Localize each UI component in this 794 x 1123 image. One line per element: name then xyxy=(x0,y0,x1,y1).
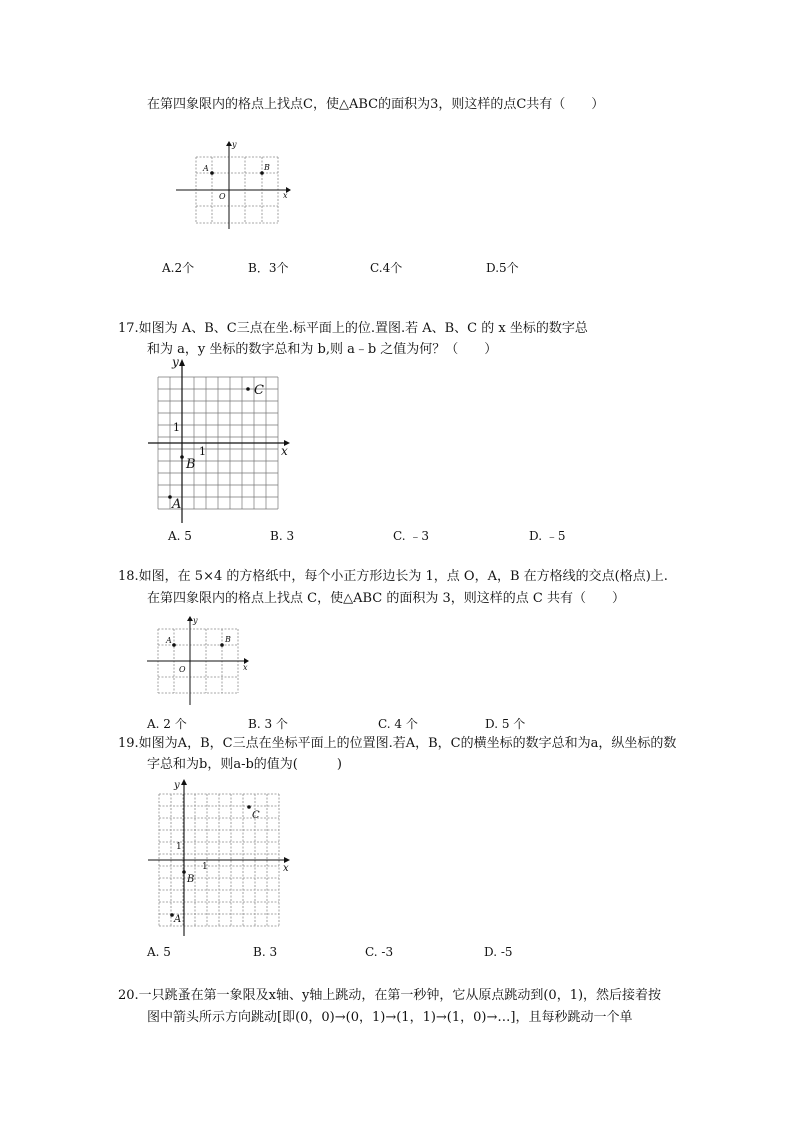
fragment-option-b[interactable]: B．3个 xyxy=(248,261,289,275)
q19-label-one-x: 1 xyxy=(202,862,208,872)
q18-point-b xyxy=(220,643,224,647)
q19-label-a: A xyxy=(174,914,182,925)
q17-label-y: y xyxy=(172,355,179,369)
q17-option-c[interactable]: C. ﹣3 xyxy=(393,529,430,543)
q18-label-y: y xyxy=(193,616,198,625)
q19-point-c xyxy=(247,805,251,809)
fragment-label-b: B xyxy=(264,163,270,172)
fragment-label-y: y xyxy=(232,140,237,149)
q20-text-line2: 图中箭头所示方向跳动[即(0，0)→(0，1)→(1，1)→(1，0)→…]，且每秒跳动一个单 xyxy=(147,1010,633,1025)
q18-label-x: x xyxy=(243,663,248,672)
q18-label-a: A xyxy=(166,636,172,645)
q19-option-d[interactable]: D. -5 xyxy=(484,945,513,959)
q18-option-b[interactable]: B. 3 个 xyxy=(248,717,288,731)
q19-option-a[interactable]: A. 5 xyxy=(147,945,171,959)
q17-text-line2: 和为 a，y 坐标的数字总和为 b,则 a﹣b 之值为何？（ ） xyxy=(147,342,498,357)
fragment-option-c[interactable]: C.4个 xyxy=(370,261,403,275)
q17-label-one-x: 1 xyxy=(199,445,206,458)
q19-option-c[interactable]: C. -3 xyxy=(365,945,394,959)
q17-text-line1: 17.如图为 A、B、C三点在坐.标平面上的位.置图.若 A、B、C 的 x 坐标的数字总 xyxy=(118,321,588,336)
q17-point-c xyxy=(246,387,250,391)
q18-grid-figure xyxy=(143,615,253,695)
fragment-grid-figure xyxy=(170,140,295,232)
q19-option-b[interactable]: B. 3 xyxy=(253,945,278,959)
fragment-option-a[interactable]: A.2个 xyxy=(162,261,195,275)
fragment-option-d[interactable]: D.5个 xyxy=(486,261,519,275)
fragment-point-a xyxy=(210,171,214,175)
q19-grid-figure xyxy=(145,776,295,940)
q18-point-a xyxy=(172,643,176,647)
q17-label-b: B xyxy=(186,457,196,472)
fragment-label-x: x xyxy=(283,191,288,200)
q17-label-one-y: 1 xyxy=(173,421,180,434)
fragment-label-o: O xyxy=(219,192,226,201)
q19-point-b xyxy=(182,870,186,874)
q19-label-y: y xyxy=(174,780,180,791)
q17-point-b xyxy=(180,455,184,459)
q19-label-one-y: 1 xyxy=(176,842,182,852)
q17-label-x: x xyxy=(281,444,288,458)
q17-option-a[interactable]: A. 5 xyxy=(168,529,192,543)
q19-y-arrow xyxy=(181,779,187,785)
q17-option-b[interactable]: B. 3 xyxy=(270,529,295,543)
q19-label-c: C xyxy=(252,810,260,821)
fragment-label-a: A xyxy=(203,164,209,173)
q18-text-line2: 在第四象限内的格点上找点 C，使△ABC 的面积为 3，则这样的点 C 共有（ ） xyxy=(147,591,625,606)
q20-text-line1: 20.一只跳蚤在第一象限及x轴、y轴上跳动，在第一秒钟，它从原点跳动到(0，1)，然后接着按 xyxy=(118,988,662,1003)
q19-label-x: x xyxy=(283,863,289,874)
q17-label-a: A xyxy=(172,497,182,512)
q18-text-line1: 18.如图，在 5×4 的方格纸中，每个小正方形边长为 1，点 O，A，B 在方格线的交点(格点)上. xyxy=(118,569,668,584)
q17-label-c: C xyxy=(254,383,264,398)
q18-option-a[interactable]: A. 2 个 xyxy=(147,717,187,731)
q17-grid-figure xyxy=(145,355,295,527)
q17-y-arrow xyxy=(179,359,185,366)
q17-option-d[interactable]: D. ﹣5 xyxy=(529,529,566,543)
q19-label-b: B xyxy=(187,874,195,885)
q19-text-line2: 字总和为b，则a-b的值为( ) xyxy=(147,757,342,772)
q18-option-c[interactable]: C. 4 个 xyxy=(378,717,418,731)
q18-option-d[interactable]: D. 5 个 xyxy=(485,717,526,731)
fragment-question-text: 在第四象限内的格点上找点C，使△ABC的面积为3，则这样的点C共有（ ） xyxy=(147,97,605,112)
q19-text-line1: 19.如图为A，B，C三点在坐标平面上的位置图.若A，B，C的横坐标的数字总和为a，纵坐标的数 xyxy=(118,736,677,751)
q18-label-o: O xyxy=(179,665,186,674)
q18-label-b: B xyxy=(225,635,231,644)
